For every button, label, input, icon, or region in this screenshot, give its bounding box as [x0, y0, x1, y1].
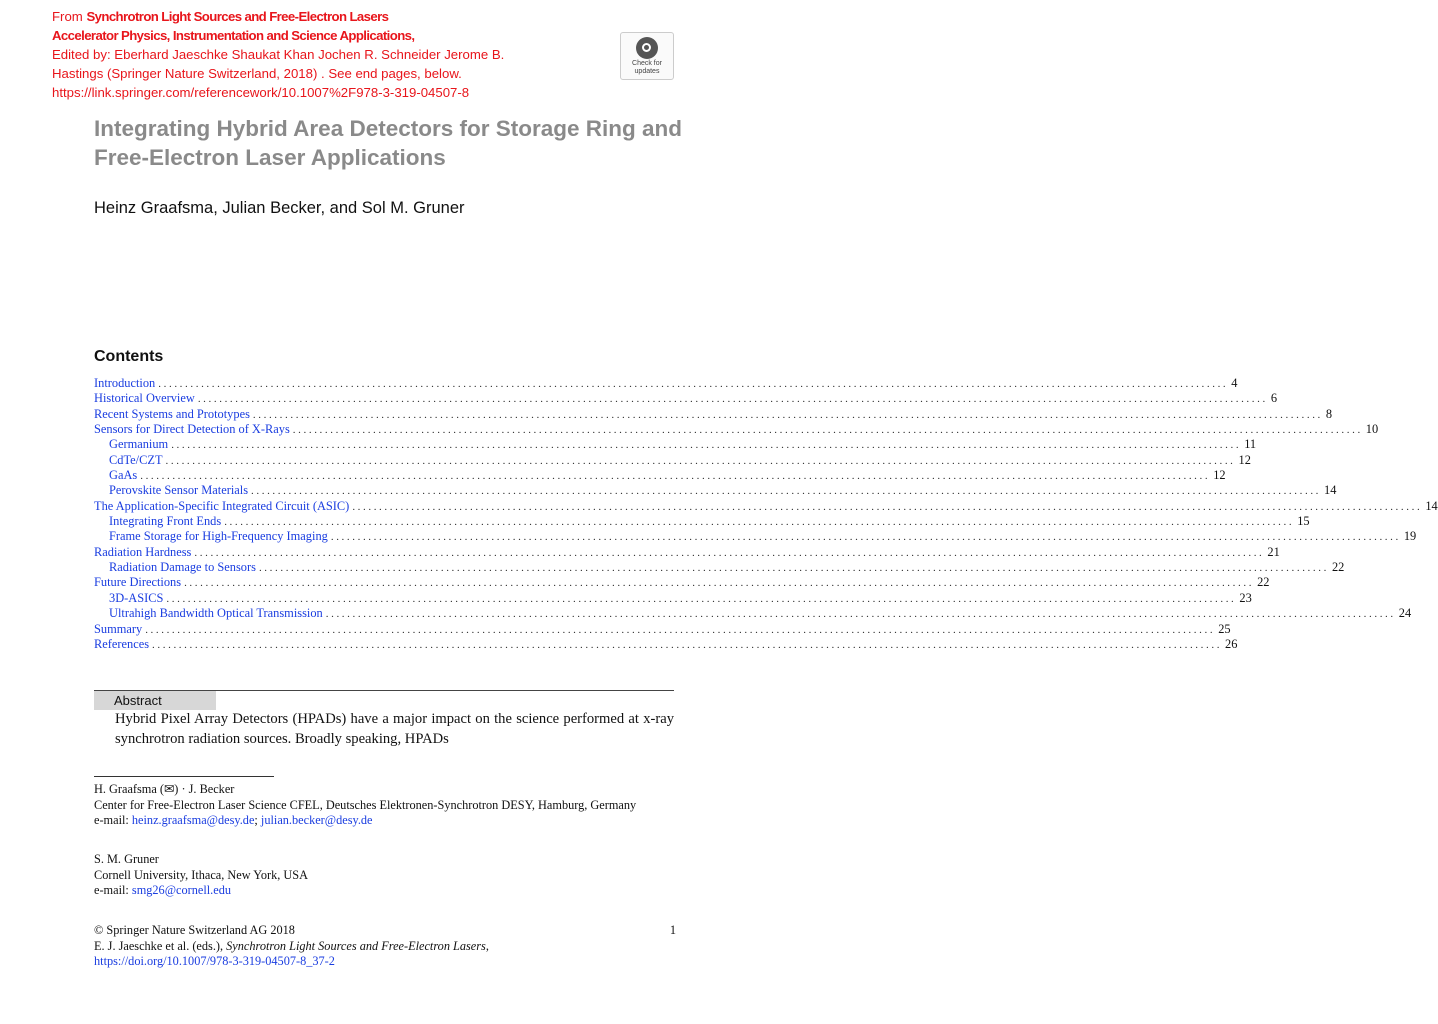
- toc-entry-page: 26: [1225, 636, 1238, 651]
- toc-leader-dots: ........................................................................................................................................................................................................: [251, 485, 1322, 498]
- toc-entry-label[interactable]: Frame Storage for High-Frequency Imaging: [109, 529, 328, 544]
- toc-entry-label[interactable]: CdTe/CZT: [109, 452, 163, 467]
- toc-leader-dots: ........................................................................................................................................................................................................: [325, 608, 1396, 621]
- toc-entry[interactable]: [94, 406, 1333, 422]
- footnote-divider: [94, 776, 274, 777]
- editors-line-2: Hastings (Springer Nature Switzerland, 2018) . See end pages, below.: [52, 66, 462, 81]
- toc-entry-label[interactable]: Future Directions: [94, 575, 182, 590]
- toc-entry-label[interactable]: 3D-ASICS: [109, 590, 164, 605]
- from-label: From: [52, 9, 87, 24]
- toc-entry[interactable]: [94, 391, 1278, 406]
- toc-entry[interactable]: [94, 636, 1238, 652]
- affiliation-cornell: [94, 852, 684, 899]
- toc-leader-dots: ........................................................................................................................................................................................................: [152, 638, 1223, 651]
- toc-leader-dots: ........................................................................................................................................................................................................: [165, 454, 1236, 467]
- toc-entry-page: 22: [1331, 560, 1345, 575]
- toc-entry[interactable]: [94, 468, 1226, 483]
- doi-link[interactable]: https://doi.org/10.1007/978-3-319-04507-8_37-2: [94, 954, 335, 969]
- toc-entry-label[interactable]: Sensors for Direct Detection of X-Rays: [94, 422, 290, 437]
- toc-leader-dots: ........................................................................................................................................................................................................: [184, 577, 1255, 590]
- toc-entry[interactable]: [94, 590, 1252, 606]
- toc-entry[interactable]: [94, 575, 1270, 590]
- toc-entry[interactable]: [94, 437, 1257, 452]
- toc-entry-label[interactable]: Historical Overview: [94, 391, 195, 406]
- toc-entry[interactable]: [94, 498, 1438, 514]
- toc-leader-dots: ........................................................................................................................................................................................................: [140, 470, 1211, 483]
- toc-entry-label[interactable]: Radiation Hardness: [94, 544, 192, 559]
- toc-entry-label[interactable]: Radiation Damage to Sensors: [109, 560, 256, 575]
- toc-leader-dots: ........................................................................................................................................................................................................: [292, 424, 1363, 437]
- toc-entry-label[interactable]: The Application-Specific Integrated Circuit (ASIC): [94, 498, 350, 513]
- toc-leader-dots: ........................................................................................................................................................................................................: [197, 393, 1268, 406]
- toc-entry-page: 21: [1267, 544, 1280, 559]
- toc-entry-label[interactable]: Introduction: [94, 376, 156, 390]
- email-link-becker[interactable]: julian.becker@desy.de: [260, 813, 373, 828]
- email-label: e-mail:: [94, 813, 132, 828]
- toc-entry-label[interactable]: Integrating Front Ends: [109, 514, 222, 529]
- toc-entry-page: 6: [1270, 391, 1278, 406]
- toc-leader-dots: ........................................................................................................................................................................................................: [166, 592, 1237, 605]
- toc-entry-page: 15: [1297, 514, 1310, 529]
- affiliation-authors: S. M. Gruner: [94, 852, 159, 866]
- toc-entry[interactable]: [94, 560, 1345, 575]
- editors-line-1: Edited by: Eberhard Jaeschke Shaukat Khan Jochen R. Schneider Jerome B.: [52, 47, 505, 62]
- toc-entry[interactable]: [94, 483, 1337, 498]
- toc-leader-dots: ........................................................................................................................................................................................................: [194, 546, 1265, 559]
- source-header: [52, 7, 612, 102]
- toc-entry-page: 12: [1238, 452, 1251, 467]
- toc-leader-dots: ........................................................................................................................................................................................................: [258, 562, 1329, 575]
- toc-entry-page: 12: [1213, 468, 1226, 483]
- email-label: e-mail:: [94, 883, 132, 898]
- toc-entry-page: 8: [1325, 406, 1333, 421]
- affiliation-institution: Center for Free-Electron Laser Science CFEL, Deutsches Elektronen-Synchrotron DESY, Hamburg, Germany: [94, 797, 637, 812]
- toc-entry[interactable]: [94, 606, 1412, 621]
- check-for-updates-badge[interactable]: [620, 32, 674, 80]
- affiliation-authors: H. Graafsma (✉) · J. Becker: [94, 782, 235, 796]
- source-url-link[interactable]: https://link.springer.com/referencework/10.1007%2F978-3-319-04507-8: [52, 85, 470, 100]
- toc-entry[interactable]: [94, 452, 1251, 468]
- email-link-gruner[interactable]: smg26@cornell.edu: [131, 883, 231, 898]
- toc-entry[interactable]: [94, 544, 1280, 560]
- chapter-authors: Heinz Graafsma, Julian Becker, and Sol M. Gruner: [94, 199, 465, 217]
- citation-prefix: E. J. Jaeschke et al. (eds.),: [94, 938, 227, 953]
- toc-entry-label[interactable]: Summary: [94, 621, 143, 636]
- toc-entry-label[interactable]: Perovskite Sensor Materials: [109, 483, 249, 498]
- toc-entry-label[interactable]: Germanium: [109, 437, 169, 452]
- copyright: © Springer Nature Switzerland AG 2018: [94, 923, 295, 937]
- toc-entry-label[interactable]: Ultrahigh Bandwidth Optical Transmission: [109, 606, 323, 621]
- citation-suffix: ,: [485, 938, 489, 953]
- toc-entry-page: 11: [1244, 437, 1257, 452]
- abstract-text: Hybrid Pixel Array Detectors (HPADs) have a major impact on the science performed at x-ray synchrotron radiation sources. Broadly speaking, HPADs: [115, 711, 674, 747]
- toc-entry[interactable]: [94, 514, 1310, 529]
- badge-line-2: updates: [634, 68, 660, 75]
- toc-entry[interactable]: [94, 529, 1417, 544]
- affiliation-institution: Cornell University, Ithaca, New York, USA: [94, 867, 309, 882]
- abstract-bar: [94, 690, 674, 710]
- toc-entry-page: 14: [1324, 483, 1337, 498]
- toc-entry-page: 14: [1425, 498, 1438, 513]
- toc-leader-dots: ........................................................................................................................................................................................................: [145, 623, 1216, 636]
- page-number: 1: [669, 923, 676, 937]
- affiliation-desy: [94, 782, 684, 829]
- toc-entry-page: 24: [1398, 606, 1412, 621]
- toc-entry-page: 23: [1239, 590, 1252, 605]
- toc-entry[interactable]: [94, 422, 1379, 437]
- badge-line-1: Check for: [632, 60, 662, 67]
- toc-entry-label[interactable]: References: [94, 636, 150, 651]
- contents-heading: Contents: [94, 348, 164, 365]
- toc-leader-dots: ........................................................................................................................................................................................................: [171, 439, 1242, 452]
- page-footer: [94, 923, 676, 970]
- table-of-contents: [94, 376, 1438, 652]
- toc-entry-page: 22: [1257, 575, 1270, 590]
- toc-entry-page: 25: [1218, 621, 1231, 636]
- email-separator: ;: [254, 813, 261, 828]
- toc-entry-page: 4: [1231, 376, 1238, 390]
- toc-leader-dots: ........................................................................................................................................................................................................: [352, 500, 1423, 513]
- toc-leader-dots: ........................................................................................................................................................................................................: [158, 378, 1229, 390]
- citation-book: Synchrotron Light Sources and Free-Electron Lasers: [226, 938, 486, 953]
- toc-entry-page: 10: [1365, 422, 1379, 437]
- toc-leader-dots: ........................................................................................................................................................................................................: [252, 408, 1323, 421]
- book-title-link[interactable]: Synchrotron Light Sources and Free-Electron Lasers: [86, 9, 389, 24]
- toc-leader-dots: ........................................................................................................................................................................................................: [330, 531, 1401, 544]
- abstract-label: Abstract: [94, 691, 216, 710]
- chapter-title: Integrating Hybrid Area Detectors for Storage Ring and Free-Electron Laser Applications: [94, 116, 682, 170]
- toc-entry-label[interactable]: Recent Systems and Prototypes: [94, 406, 250, 421]
- toc-entry-page: 19: [1403, 529, 1417, 544]
- toc-entry-label[interactable]: GaAs: [109, 468, 138, 483]
- book-subtitle-link[interactable]: Accelerator Physics, Instrumentation and Science Applications,: [52, 28, 415, 43]
- toc-entry[interactable]: [94, 621, 1231, 637]
- toc-leader-dots: ........................................................................................................................................................................................................: [224, 516, 1295, 529]
- check-for-updates-icon: [636, 37, 658, 59]
- toc-entry[interactable]: [94, 376, 1238, 391]
- email-link-graafsma[interactable]: heinz.graafsma@desy.de: [131, 813, 255, 828]
